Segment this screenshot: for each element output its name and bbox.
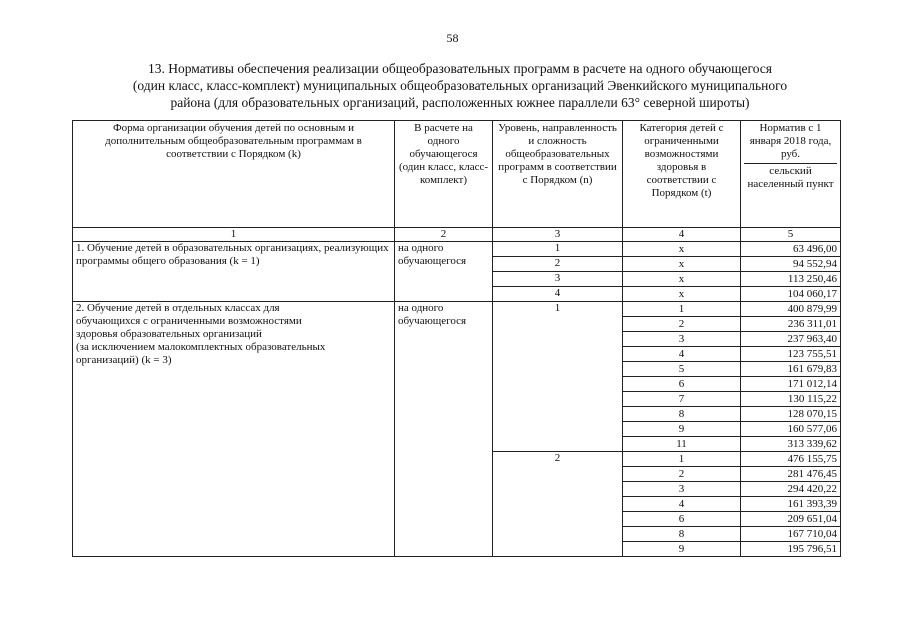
normatives-table (72, 120, 841, 557)
header-form: Форма организации обучения детей по основным и дополнительным общеобразовательным программам в соответствии с Порядком (k) (73, 121, 395, 228)
category-cell: 2 (623, 317, 741, 332)
level-cell: 2 (493, 452, 623, 557)
category-cell: 9 (623, 422, 741, 437)
norm-value: 400 879,99 (741, 302, 841, 317)
section2-form-line: здоровья образовательных организаций (76, 328, 262, 340)
norm-value: 128 070,15 (741, 407, 841, 422)
category-cell: 9 (623, 542, 741, 557)
category-cell: 5 (623, 362, 741, 377)
norm-value: 161 679,83 (741, 362, 841, 377)
header-category: Категория детей с ограниченными возможностями здоровья в соответствии с Порядком (t) (623, 121, 741, 228)
category-cell: 6 (623, 377, 741, 392)
category-cell: 6 (623, 512, 741, 527)
norm-value: 130 115,22 (741, 392, 841, 407)
norm-value: 195 796,51 (741, 542, 841, 557)
norm-value: 476 155,75 (741, 452, 841, 467)
title-line-2: (один класс, класс-комплект) муниципальных общеобразовательных организаций Эвенкийского муниципального (132, 78, 788, 93)
table-row (73, 242, 841, 257)
title-line-1: 13. Нормативы обеспечения реализации общеобразовательных программ в расчете на одного обучающегося (148, 61, 772, 76)
table-header-row (73, 121, 841, 228)
column-number: 5 (741, 228, 841, 242)
level-cell: 1 (493, 242, 623, 257)
category-cell: 8 (623, 527, 741, 542)
header-per-unit: В расчете на одного обучающегося (один класс, класс-комплект) (395, 121, 493, 228)
norm-value: 161 393,39 (741, 497, 841, 512)
title-line-3: района (для образовательных организаций, расположенных южнее параллели 63° северной широты) (170, 95, 750, 110)
level-cell: 1 (493, 302, 623, 452)
norm-value: 63 496,00 (741, 242, 841, 257)
category-cell: х (623, 272, 741, 287)
category-cell: х (623, 242, 741, 257)
category-cell: 8 (623, 407, 741, 422)
norm-value: 160 577,06 (741, 422, 841, 437)
category-cell: 4 (623, 347, 741, 362)
header-normative-sub: сельский населенный пункт (744, 163, 837, 191)
norm-value: 294 420,22 (741, 482, 841, 497)
column-numbers-row (73, 228, 841, 242)
section2-form-line: (за исключением малокомплектных образовательных (76, 341, 326, 353)
norm-value: 104 060,17 (741, 287, 841, 302)
section1-per-unit: на одного обучающегося (395, 242, 493, 302)
header-normative (741, 121, 841, 228)
category-cell: 7 (623, 392, 741, 407)
category-cell: 1 (623, 452, 741, 467)
category-cell: х (623, 257, 741, 272)
category-cell: 2 (623, 467, 741, 482)
header-normative-top: Норматив с 1 января 2018 года, руб. (749, 122, 832, 160)
page-number: 58 (446, 31, 459, 45)
category-cell: 11 (623, 437, 741, 452)
document-title (60, 60, 860, 111)
category-cell: 3 (623, 332, 741, 347)
norm-value: 209 651,04 (741, 512, 841, 527)
level-cell: 4 (493, 287, 623, 302)
table-row (73, 302, 841, 317)
column-number: 4 (623, 228, 741, 242)
norm-value: 171 012,14 (741, 377, 841, 392)
norm-value: 94 552,94 (741, 257, 841, 272)
header-level: Уровень, направленность и сложность общеобразовательных программ в соответствии с Порядком (n) (493, 121, 623, 228)
norm-value: 313 339,62 (741, 437, 841, 452)
section2-form-line: организаций) (k = 3) (76, 354, 172, 366)
column-number: 3 (493, 228, 623, 242)
level-cell: 3 (493, 272, 623, 287)
norm-value: 236 311,01 (741, 317, 841, 332)
norm-value: 167 710,04 (741, 527, 841, 542)
level-cell: 2 (493, 257, 623, 272)
section2-form-line: 2. Обучение детей в отдельных классах для (76, 302, 280, 314)
category-cell: 1 (623, 302, 741, 317)
norm-value: 237 963,40 (741, 332, 841, 347)
section2-form-line: обучающихся с ограниченными возможностями (76, 315, 302, 327)
section1-form: 1. Обучение детей в образовательных организациях, реализующих программы общего образования (k = 1) (73, 242, 395, 302)
section2-form (73, 302, 395, 557)
category-cell: 3 (623, 482, 741, 497)
norm-value: 123 755,51 (741, 347, 841, 362)
category-cell: х (623, 287, 741, 302)
norm-value: 113 250,46 (741, 272, 841, 287)
column-number: 1 (73, 228, 395, 242)
norm-value: 281 476,45 (741, 467, 841, 482)
category-cell: 4 (623, 497, 741, 512)
section2-per-unit: на одного обучающегося (395, 302, 493, 557)
column-number: 2 (395, 228, 493, 242)
